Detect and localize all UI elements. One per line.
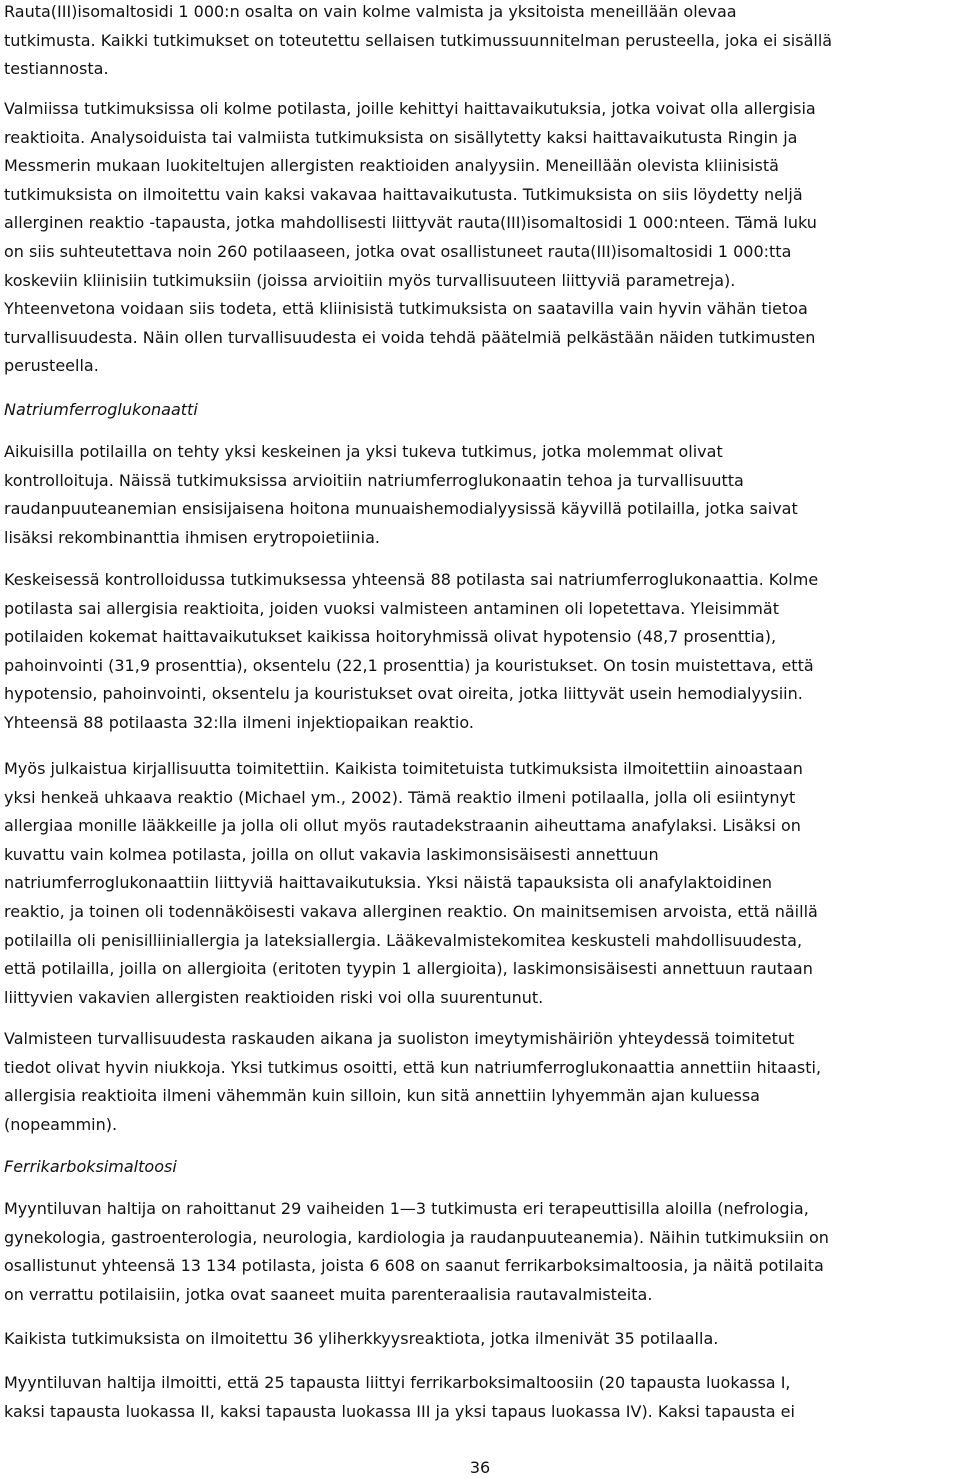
text-line: Yhteenvetona voidaan siis todeta, että kliinisistä tutkimuksista on saatavilla vain hyvin vähän tietoa — [4, 299, 808, 319]
text-line: gynekologia, gastroenterologia, neurologia, kardiologia ja raudanpuuteanemia). Näihin tutkimuksiin on — [4, 1227, 829, 1247]
text-line: Yhteensä 88 potilaasta 32:lla ilmeni injektiopaikan reaktio. — [4, 712, 474, 732]
section-heading-natriumferroglukonaatti: Natriumferroglukonaatti — [4, 400, 198, 419]
text-line: Valmisteen turvallisuudesta raskauden aikana ja suoliston imeytymishäiriön yhteydessä toimitetut — [4, 1029, 795, 1048]
text-line: reaktioita. Analysoiduista tai valmiista tutkimuksista on sisällytetty kaksi haittavaikutusta Ringin ja — [4, 127, 798, 147]
section-heading-ferrikarboksimaltoosi: Ferrikarboksimaltoosi — [4, 1157, 177, 1176]
text-line: Myyntiluvan haltija ilmoitti, että 25 tapausta liittyi ferrikarboksimaltoosiin (20 tapausta luokassa I, — [4, 1373, 791, 1392]
paragraph-6 — [4, 1025, 821, 1139]
text-line: on siis suhteutettava noin 260 potilaaseen, jotka ovat osallistuneet rauta(III)isomaltosidi 1 000:tta — [4, 241, 792, 261]
text-line: liittyvien vakavien allergisten reaktioiden riski voi olla suurentunut. — [4, 987, 544, 1007]
text-line: potilailla oli penisilliiniallergia ja lateksiallergia. Lääkevalmistekomitea keskusteli mahdollisuudesta, — [4, 930, 803, 950]
text-line: Messmerin mukaan luokiteltujen allergisten reaktioiden analyysiin. Meneillään olevista kliinisistä — [4, 156, 779, 176]
text-line: (nopeammin). — [4, 1114, 118, 1134]
text-line: Myös julkaistua kirjallisuutta toimitettiin. Kaikista toimitetuista tutkimuksista ilmoitettiin ainoastaan — [4, 759, 803, 778]
text-line: perusteella. — [4, 356, 99, 376]
paragraph-1 — [4, 0, 832, 84]
text-line: Myyntiluvan haltija on rahoittanut 29 vaiheiden 1—3 tutkimusta eri terapeuttisilla aloilla (nefrologia, — [4, 1199, 809, 1218]
text-line: turvallisuudesta. Näin ollen turvallisuudesta ei voida tehdä päätelmiä pelkästään näiden tutkimusten — [4, 327, 816, 347]
paragraph-5 — [4, 755, 818, 1012]
text-line: hypotensio, pahoinvointi, oksentelu ja kouristukset ovat oireita, jotka liittyvät usein hemodialyysiin. — [4, 684, 803, 704]
text-line: Aikuisilla potilailla on tehty yksi keskeinen ja yksi tukeva tutkimus, jotka molemmat olivat — [4, 442, 723, 461]
text-line: Rauta(III)isomaltosidi 1 000:n osalta on vain kolme valmista ja yksitoista meneillään olevaa — [4, 2, 737, 21]
text-line: reaktio, ja toinen oli todennäköisesti vakava allerginen reaktio. On mainitsemisen arvoista, että näillä — [4, 901, 818, 921]
paragraph-4 — [4, 566, 818, 738]
text-line: tutkimusta. Kaikki tutkimukset on toteutettu sellaisen tutkimussuunnitelman perusteella, joka ei sisällä — [4, 30, 833, 50]
text-line: koskeviin kliinisiin tutkimuksiin (joissa arvioitiin myös turvallisuuteen liittyviä parametreja). — [4, 270, 736, 290]
text-line: potilaiden kokemat haittavaikutukset kaikissa hoitoryhmissä olivat hypotensio (48,7 prosenttia), — [4, 627, 777, 647]
text-line: on verrattu potilaisiin, jotka ovat saaneet muita parenteraalisia rautavalmisteita. — [4, 1284, 653, 1304]
text-line: allerginen reaktio -tapausta, jotka mahdollisesti liittyvät rauta(III)isomaltosidi 1 000:nteen. Tämä luku — [4, 213, 817, 233]
paragraph-9 — [4, 1369, 795, 1426]
text-line: tiedot olivat hyvin niukkoja. Yksi tutkimus osoitti, että kun natriumferroglukonaattia annettiin hitaasti, — [4, 1057, 822, 1077]
paragraph-3 — [4, 438, 798, 552]
text-line: pahoinvointi (31,9 prosenttia), oksentelu (22,1 prosenttia) ja kouristukset. On tosin muistettava, että — [4, 655, 814, 675]
text-line: raudanpuuteanemian ensisijaisena hoitona munuaishemodialyysissä käyvillä potilailla, jotka saivat — [4, 499, 798, 519]
paragraph-8 — [4, 1325, 718, 1354]
text-line: kontrolloituja. Näissä tutkimuksissa arvioitiin natriumferroglukonaatin tehoa ja turvallisuutta — [4, 470, 744, 490]
text-line: että potilailla, joilla on allergioita (eritoten tyypin 1 allergioita), laskimonsisäisesti annettuun rautaan — [4, 959, 813, 979]
text-line: tutkimuksista on ilmoitettu vain kaksi vakavaa haittavaikutusta. Tutkimuksista on siis löydetty neljä — [4, 184, 803, 204]
text-line: lisäksi rekombinanttia ihmisen erytropoietiinia. — [4, 527, 380, 547]
text-line: yksi henkeä uhkaava reaktio (Michael ym., 2002). Tämä reaktio ilmeni potilaalla, jolla oli esiintynyt — [4, 787, 796, 807]
text-line: testiannosta. — [4, 59, 109, 79]
text-line: allergiaa monille lääkkeille ja jolla oli ollut myös rautadekstraanin aiheuttama anafylaksi. Lisäksi on — [4, 816, 801, 836]
text-line: osallistunut yhteensä 13 134 potilasta, joista 6 608 on saanut ferrikarboksimaltoosia, ja näitä potilaita — [4, 1256, 824, 1276]
page-number: 36 — [469, 1458, 491, 1477]
paragraph-7 — [4, 1195, 829, 1309]
text-line: kaksi tapausta luokassa II, kaksi tapausta luokassa III ja yksi tapaus luokassa IV). Kaksi tapausta ei — [4, 1401, 795, 1421]
text-line: kuvattu vain kolmea potilasta, joilla on ollut vakavia laskimonsisäisesti annettuun — [4, 844, 659, 864]
text-line: natriumferroglukonaattiin liittyviä haittavaikutuksia. Yksi näistä tapauksista oli anafylaktoidinen — [4, 873, 772, 893]
text-line: Keskeisessä kontrolloidussa tutkimuksessa yhteensä 88 potilasta sai natriumferroglukonaattia. Kolme — [4, 570, 819, 589]
text-line: Kaikista tutkimuksista on ilmoitettu 36 yliherkkyysreaktiota, jotka ilmenivät 35 potilaalla. — [4, 1329, 719, 1348]
text-line: Valmiissa tutkimuksissa oli kolme potilasta, joille kehittyi haittavaikutuksia, jotka voivat olla allergisia — [4, 99, 816, 118]
paragraph-2 — [4, 95, 817, 381]
text-line: potilasta sai allergisia reaktioita, joiden vuoksi valmisteen antaminen oli lopetettava. Yleisimmät — [4, 598, 779, 618]
text-line: allergisia reaktioita ilmeni vähemmän kuin silloin, kun sitä annettiin lyhyemmän ajan kuluessa — [4, 1086, 760, 1106]
